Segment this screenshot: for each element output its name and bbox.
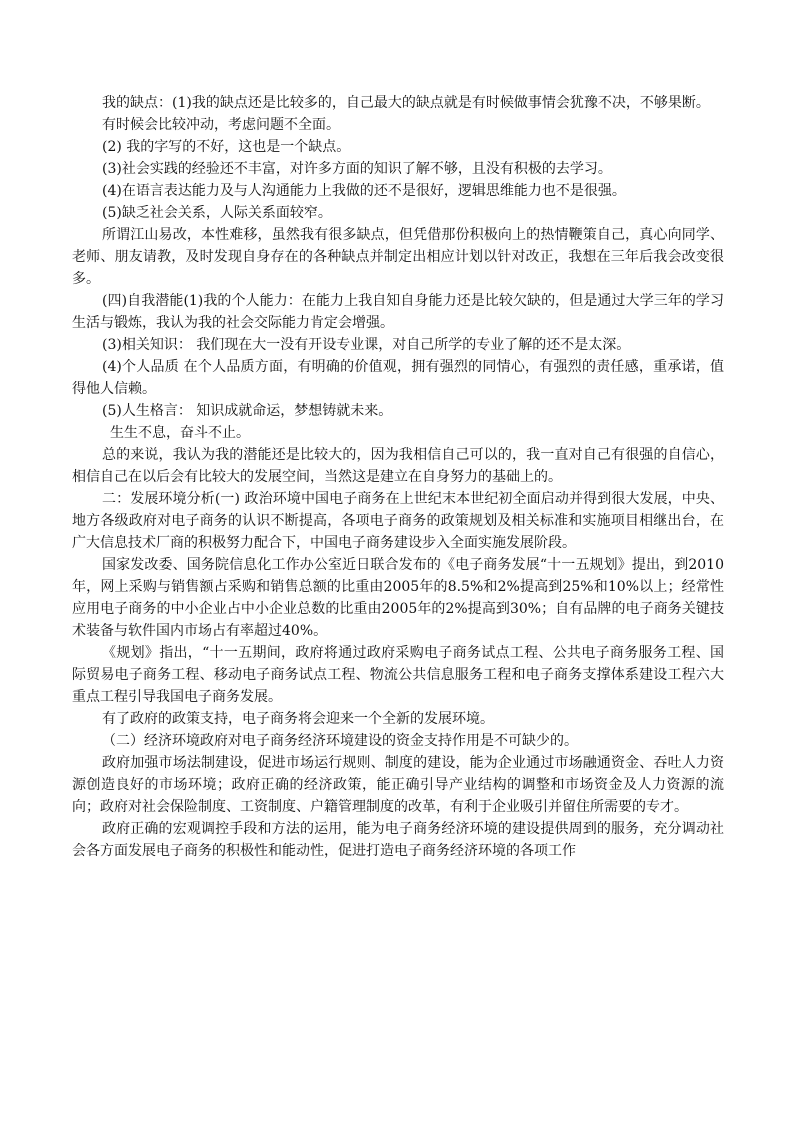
paragraph-policy-support: 有了政府的政策支持，电子商务将会迎来一个全新的发展环境。 xyxy=(102,711,494,727)
paragraph-weakness-4: (4)在语言表达能力及与人沟通能力上我做的还不是很好，逻辑思维能力也不是很强。 xyxy=(102,183,626,199)
paragraph-weakness-1: 我的缺点：(1)我的缺点还是比较多的，自己最大的缺点就是有时候做事情会犹豫不决，不够果断。 xyxy=(102,95,710,111)
paragraph-plan-points: 《规划》指出，“十一五期间，政府将通过政府采购电子商务试点工程、公共电子商务服务工程、国际贸易电子商务工程、移动电子商务试点工程、物流公共信息服务工程和电子商务支撑体系建设工程六大重点工程引导我国电子商务发展。 xyxy=(72,645,724,705)
document-body xyxy=(72,92,724,862)
paragraph-potential-ability: (四)自我潜能(1)我的个人能力：在能力上我自知自身能力还是比较欠缺的，但是通过大学三年的学习生活与锻炼，我认为我的社会交际能力肯定会增强。 xyxy=(72,293,724,331)
paragraph-motto: (5)人生格言： 知识成就命运，梦想铸就未来。 xyxy=(102,403,393,419)
paragraph-self-improvement: 所谓江山易改，本性难移，虽然我有很多缺点，但凭借那份积极向上的热情鞭策自己，真心向同学、老师、朋友请教，及时发现自身存在的各种缺点并制定出相应计划以针对改正，我想在三年后我会改变很多。 xyxy=(72,227,724,287)
paragraph-political-environment: 二：发展环境分析(一) 政治环境中国电子商务在上世纪末本世纪初全面启动并得到很大发展，中央、地方各级政府对电子商务的认识不断提高，各项电子商务的政策规划及相关标准和实施项目相继出台，在广大信息技术厂商的积极努力配合下，中国电子商务建设步入全面实施发展阶段。 xyxy=(72,491,724,551)
paragraph-weakness-2: (2) 我的字写的不好，这也是一个缺点。 xyxy=(102,139,351,155)
paragraph-personal-quality: (4)个人品质 在个人品质方面，有明确的价值观，拥有强烈的同情心，有强烈的责任感，重承诺，值得他人信赖。 xyxy=(72,359,724,397)
paragraph-related-knowledge: (3)相关知识： 我们现在大一没有开设专业课，对自己所学的专业了解的还不是太深。 xyxy=(102,337,631,353)
paragraph-macro-control: 政府正确的宏观调控手段和方法的运用，能为电子商务经济环境的建设提供周到的服务，充分调动社会各方面发展电子商务的积极性和能动性，促进打造电子商务经济环境的各项工作 xyxy=(72,821,724,859)
paragraph-five-year-plan: 国家发改委、国务院信息化工作办公室近日联合发布的《电子商务发展“十一五规划》提出，到2010年，网上采购与销售额占采购和销售总额的比重由2005年的8.5%和2%提高到25%和10%以上；经常性应用电子商务的中小企业占中小企业总数的比重由2005年的2%提高到30%；自有品牌的电子商务关键技术装备与软件国内市场占有率超过40%。 xyxy=(72,557,724,639)
paragraph-market-legal: 政府加强市场法制建设，促进市场运行规则、制度的建设，能为企业通过市场融通资金、吞吐人力资源创造良好的市场环境；政府正确的经济政策，能正确引导产业结构的调整和市场资金及人力资源的流向；政府对社会保险制度、工资制度、户籍管理制度的改革，有利于企业吸引并留住所需要的专才。 xyxy=(72,755,724,815)
paragraph-weakness-3: (3)社会实践的经验还不丰富，对许多方面的知识了解不够，且没有积极的去学习。 xyxy=(102,161,612,177)
paragraph-motto-continued: 生生不息，奋斗不止。 xyxy=(110,425,250,441)
paragraph-summary: 总的来说，我认为我的潜能还是比较大的，因为我相信自己可以的，我一直对自己有很强的自信心，相信自己在以后会有比较大的发展空间，当然这是建立在自身努力的基础上的。 xyxy=(72,447,724,485)
paragraph-impulsive: 有时候会比较冲动，考虑问题不全面。 xyxy=(102,117,340,133)
paragraph-economic-environment: （二）经济环境政府对电子商务经济环境建设的资金支持作用是不可缺少的。 xyxy=(102,733,578,749)
paragraph-weakness-5: (5)缺乏社会关系，人际关系面较窄。 xyxy=(102,205,332,221)
